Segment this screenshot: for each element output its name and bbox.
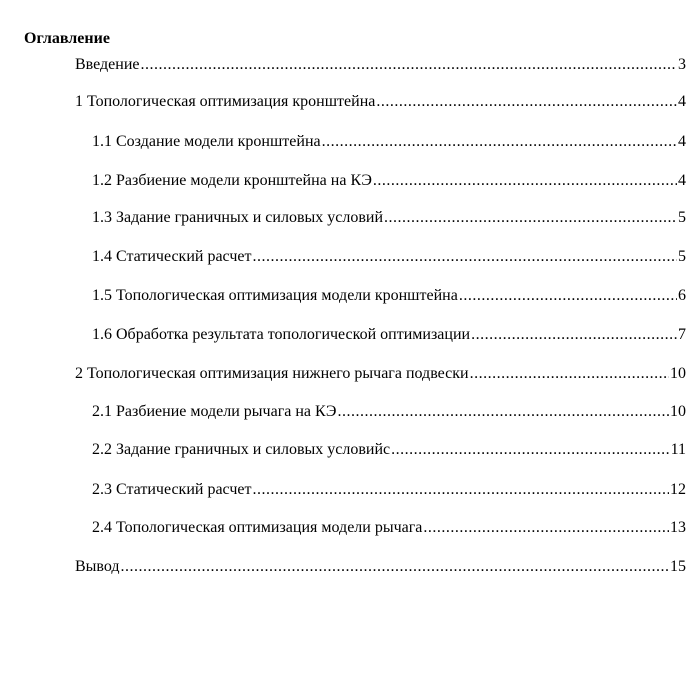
toc-entry-title: 2 Топологическая оптимизация нижнего рычага подвески — [75, 365, 469, 382]
toc-dot-leader — [337, 402, 669, 422]
toc-page-number: 4 — [678, 133, 686, 150]
toc-entry-title: 1.4 Статический расчет — [92, 248, 252, 265]
toc-dot-leader — [252, 480, 669, 500]
toc-page-number: 4 — [678, 172, 686, 189]
toc-entry-title: Введение — [75, 56, 140, 73]
toc-entry-title: 1.2 Разбиение модели кронштейна на КЭ — [92, 172, 372, 189]
toc-page-number: 6 — [678, 287, 686, 304]
toc-heading: Оглавление — [24, 30, 110, 47]
toc-entry-title: 2.3 Статический расчет — [92, 481, 252, 498]
toc-page-number: 3 — [678, 56, 686, 73]
toc-dot-leader — [384, 208, 677, 228]
toc-entry-section-1-1[interactable] — [92, 132, 686, 152]
toc-entry-section-1-5[interactable] — [92, 286, 686, 306]
toc-page-number: 12 — [670, 481, 686, 498]
toc-entry-title: 1 Топологическая оптимизация кронштейна — [75, 93, 376, 110]
toc-entry-section-2-3[interactable] — [92, 480, 686, 500]
toc-page-number: 5 — [678, 248, 686, 265]
toc-entry-section-2-1[interactable] — [92, 402, 686, 422]
toc-entry-title: 2.2 Задание граничных и силовых условийс — [92, 441, 391, 458]
toc-entry-section-1-3[interactable] — [92, 208, 686, 228]
toc-entry-title: 1.6 Обработка результата топологической оптимизации — [92, 326, 471, 343]
toc-page-number: 10 — [670, 403, 686, 420]
toc-page-number: 7 — [678, 326, 686, 343]
toc-entry-conclusion[interactable] — [75, 557, 686, 577]
toc-entry-title: 1.5 Топологическая оптимизация модели кронштейна — [92, 287, 458, 304]
toc-entry-section-1[interactable] — [75, 92, 686, 112]
toc-dot-leader — [391, 440, 669, 460]
toc-dot-leader — [252, 247, 677, 267]
toc-dot-leader — [423, 518, 669, 538]
toc-dot-leader — [470, 364, 669, 384]
toc-entry-title: 2.1 Разбиение модели рычага на КЭ — [92, 403, 337, 420]
toc-page-number: 15 — [670, 558, 686, 575]
toc-page-number: 5 — [678, 209, 686, 226]
toc-entry-section-2-2[interactable] — [92, 440, 686, 460]
toc-dot-leader — [376, 92, 677, 112]
toc-entry-section-1-2[interactable] — [92, 171, 686, 191]
toc-entry-introduction[interactable] — [75, 55, 686, 75]
toc-entry-title: Вывод — [75, 558, 120, 575]
toc-page-number: 4 — [678, 93, 686, 110]
toc-entry-title: 2.4 Топологическая оптимизация модели рычага — [92, 519, 423, 536]
toc-entry-section-1-4[interactable] — [92, 247, 686, 267]
toc-dot-leader — [322, 132, 677, 152]
toc-page-number: 11 — [670, 441, 686, 458]
toc-dot-leader — [459, 286, 677, 306]
toc-page-number: 13 — [670, 519, 686, 536]
toc-entry-section-2[interactable] — [75, 364, 686, 384]
toc-entry-section-1-6[interactable] — [92, 325, 686, 345]
toc-entry-title: 1.1 Создание модели кронштейна — [92, 133, 321, 150]
toc-dot-leader — [121, 557, 669, 577]
toc-entry-section-2-4[interactable] — [92, 518, 686, 538]
toc-page-number: 10 — [670, 365, 686, 382]
toc-dot-leader — [471, 325, 677, 345]
toc-dot-leader — [373, 171, 677, 191]
toc-entry-title: 1.3 Задание граничных и силовых условий — [92, 209, 384, 226]
toc-dot-leader — [141, 55, 678, 75]
